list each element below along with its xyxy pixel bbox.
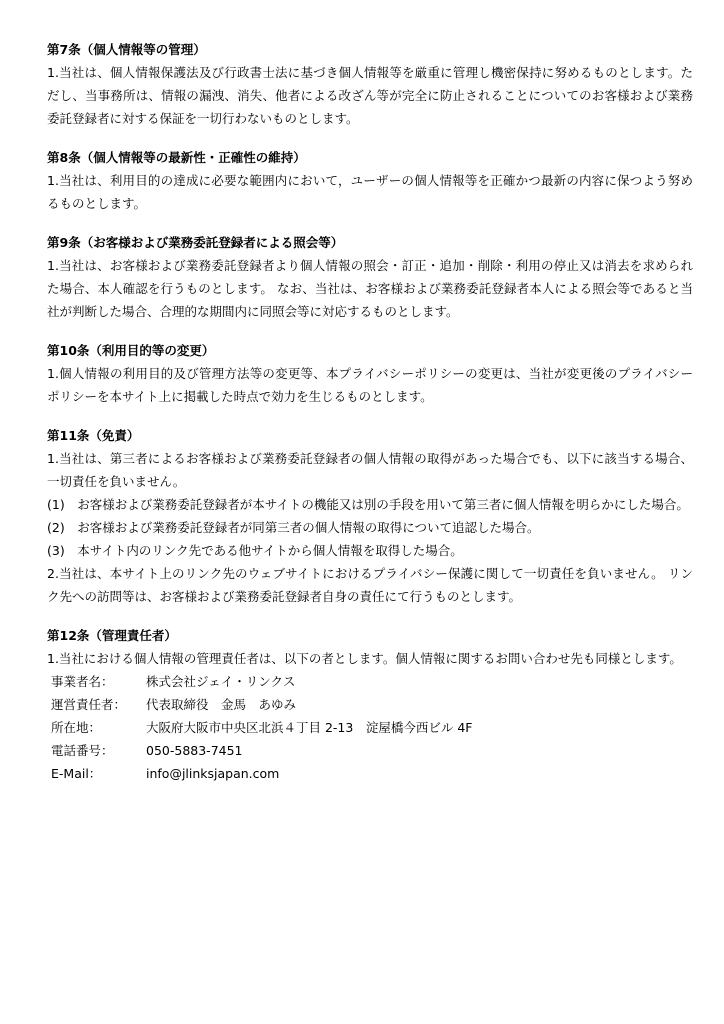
contact-label: 所在地： xyxy=(51,720,102,735)
article-heading: 第11条（免責） xyxy=(47,428,140,443)
article-heading: 第8条（個人情報等の最新性・正確性の維持） xyxy=(47,150,306,165)
article-heading: 第10条（利用目的等の変更） xyxy=(47,343,215,358)
contact-value: 大阪府大阪市中央区北浜４丁目 2-13 淀屋橋今西ビル 4F xyxy=(146,720,473,735)
contact-value: info@jlinksjapan.com xyxy=(146,766,280,781)
document-page xyxy=(47,38,693,801)
article-heading: 第12条（管理責任者） xyxy=(47,628,177,643)
article-heading: 第7条（個人情報等の管理） xyxy=(47,42,206,57)
contact-row-phone xyxy=(47,739,693,762)
article-8 xyxy=(47,146,693,215)
contact-label: E-Mail： xyxy=(51,766,102,781)
contact-label: 運営責任者： xyxy=(51,697,127,712)
article-paragraph: 1.個人情報の利用目的及び管理方法等の変更等、本プライバシーポリシーの変更は、当社が変更後のプライバシーポリシーを本サイト上に掲載した時点で効力を生じるものとします。 xyxy=(47,366,693,404)
contact-label: 電話番号： xyxy=(51,743,114,758)
article-9 xyxy=(47,231,693,323)
contact-label: 事業者名： xyxy=(51,674,114,689)
contact-row-address xyxy=(47,716,693,739)
article-list-item: (1) お客様および業務委託登録者が本サイトの機能又は別の手段を用いて第三者に個人情報を明らかにした場合。 xyxy=(47,497,689,512)
article-paragraph: 1.当社は、第三者によるお客様および業務委託登録者の個人情報の取得があった場合でも、以下に該当する場合、一切責任を負いません。 xyxy=(47,451,693,489)
article-10 xyxy=(47,339,693,408)
article-list-item: (3) 本サイト内のリンク先である他サイトから個人情報を取得した場合。 xyxy=(47,543,463,558)
article-paragraph: 1.当社における個人情報の管理責任者は、以下の者とします。個人情報に関するお問い合わせ先も同様とします。 xyxy=(47,651,682,666)
article-11 xyxy=(47,424,693,608)
contact-value: 株式会社ジェイ・リンクス xyxy=(146,674,296,689)
article-paragraph: 1.当社は、個人情報保護法及び行政書士法に基づき個人情報等を厳重に管理し機密保持に努めるものとします。ただし、当事務所は、情報の漏洩、消失、他者による改ざん等が完全に防止されることについてのお客様および業務委託登録者に対する保証を一切行わないものとします。 xyxy=(47,65,693,126)
contact-row-company xyxy=(47,670,693,693)
article-heading: 第9条（お客様および業務委託登録者による照会等） xyxy=(47,235,344,250)
article-7 xyxy=(47,38,693,130)
article-12 xyxy=(47,624,693,785)
contact-row-email xyxy=(47,762,693,785)
contact-row-manager xyxy=(47,693,693,716)
contact-value: 050-5883-7451 xyxy=(146,743,243,758)
article-paragraph: 2.当社は、本サイト上のリンク先のウェブサイトにおけるプライバシー保護に関して一切責任を負いません。 リンク先への訪問等は、お客様および業務委託登録者自身の責任にて行うものとします。 xyxy=(47,566,693,604)
contact-info xyxy=(47,670,693,785)
article-list-item: (2) お客様および業務委託登録者が同第三者の個人情報の取得について追認した場合。 xyxy=(47,520,540,535)
contact-value: 代表取締役 金馬 あゆみ xyxy=(146,697,297,712)
article-paragraph: 1.当社は、お客様および業務委託登録者より個人情報の照会・訂正・追加・削除・利用の停止又は消去を求められた場合、本人確認を行うものとします。 なお、当社は、お客様および業務委託登録者本人による照会等であると当社が判断した場合、合理的な期間内に同照会等に対応するものとします。 xyxy=(47,258,693,319)
article-paragraph: 1.当社は、利用目的の達成に必要な範囲内において，ユーザーの個人情報等を正確かつ最新の内容に保つよう努めるものとします。 xyxy=(47,173,693,211)
